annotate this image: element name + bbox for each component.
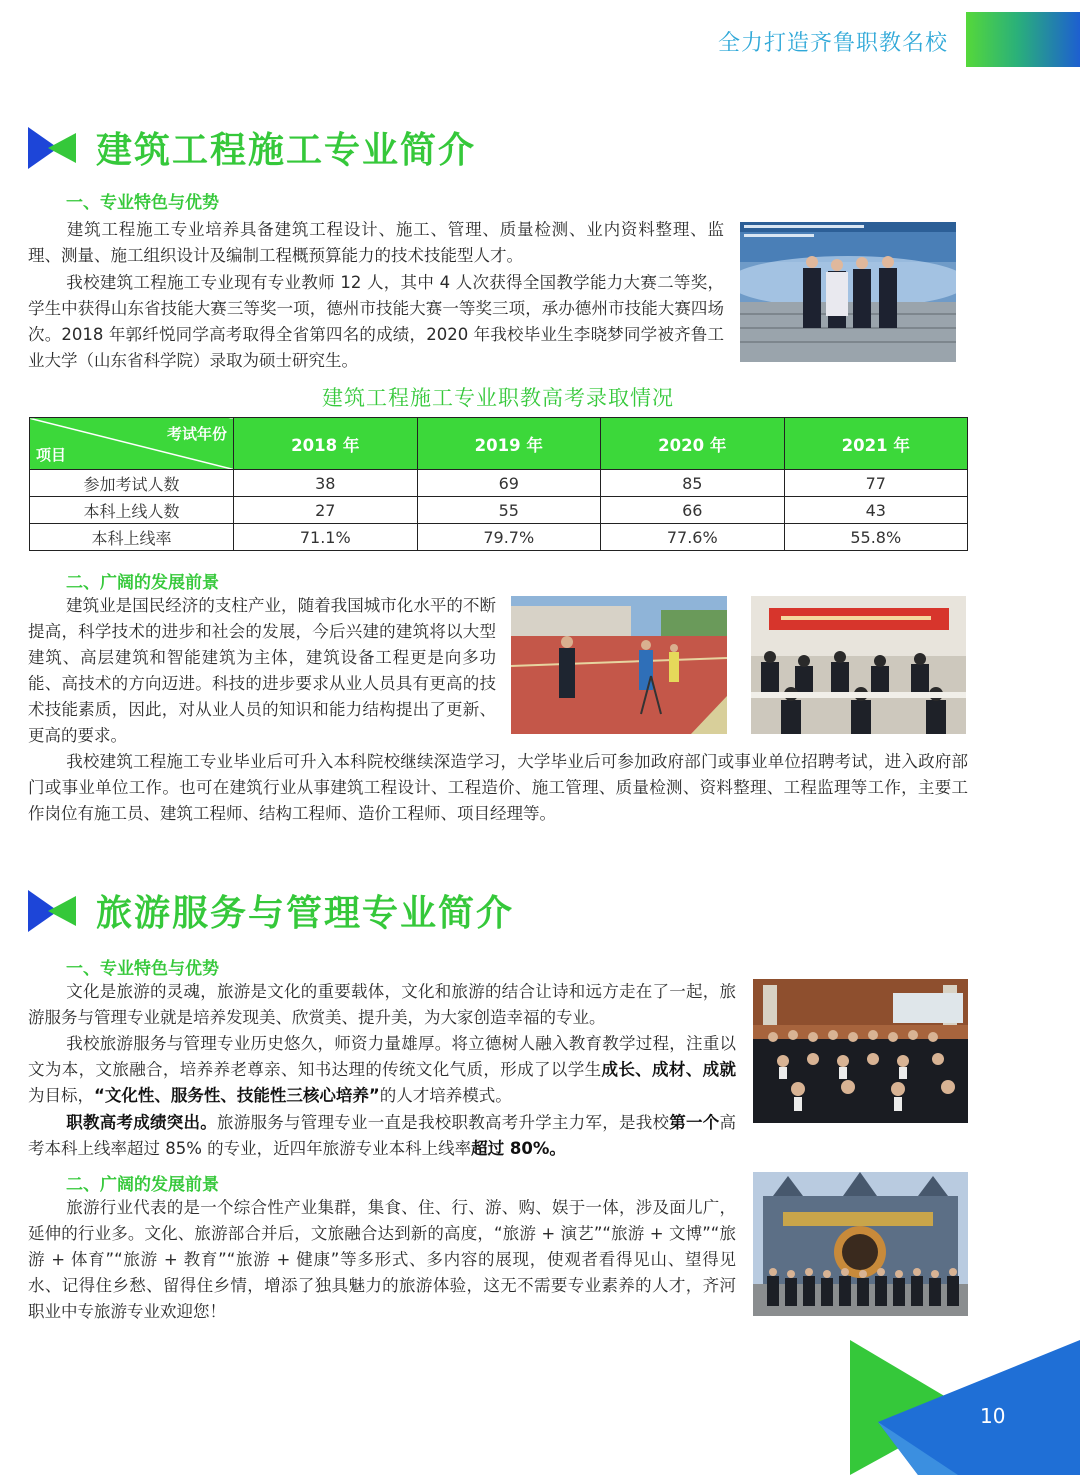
auditorium-students-photo [753,979,968,1123]
table-cell: 79.7% [417,524,601,551]
year-header: 2020 年 [601,418,785,470]
row-label: 本科上线人数 [30,497,234,524]
table-row [30,470,968,497]
section1-subhead-2: 二、广阔的发展前景 [66,573,219,593]
row-label: 参加考试人数 [30,470,234,497]
section1-paragraph-2: 我校建筑工程施工专业现有专业教师 12 人，其中 4 人次获得全国教学能力大赛二等奖，学生中获得山东省技能大赛三等奖一项，德州市技能大赛一等奖三项，承办德州市技能大赛四场次。2018 年郭纤悦同学高考取得全省第四名的成绩，2020 年我校毕业生李晓梦同学被齐鲁工业大学（山东省科学院）录取为硕士研究生。 [28,273,724,370]
table-header-row [30,418,968,470]
section1-paragraph-4: 我校建筑工程施工专业毕业后可升入本科院校继续深造学习，大学毕业后可参加政府部门或事业单位招聘考试，进入政府部门或事业单位工作。也可在建筑行业从事建筑工程设计、工程造价、施工管理、质量检测、资料整理、工程监理等工作，主要工作岗位有施工员、建筑工程师、结构工程师、造价工程师、项目经理等。 [28,752,968,823]
section1-title: 建筑工程施工专业简介 [96,130,477,171]
row-label: 本科上线率 [30,524,234,551]
table-cell: 77 [784,470,968,497]
table-corner-cell [30,418,234,470]
teachers-award-photo [740,222,956,362]
header-slogan: 全力打造齐鲁职教名校 [717,31,948,56]
section2-title: 旅游服务与管理专业简介 [96,893,515,934]
group-trip-photo [753,1172,968,1316]
year-header: 2018 年 [234,418,418,470]
table-cell: 85 [601,470,785,497]
table-cell: 38 [234,470,418,497]
section2-title-block [28,885,514,936]
page-number: 10 [980,1404,1006,1428]
table-cell: 55.8% [784,524,968,551]
section2-paragraph-2: 我校旅游服务与管理专业历史悠久，师资力量雄厚。将立德树人融入教育教学过程，注重以文为本，文旅融合，培养养老尊亲、知书达理的传统文化气质，形成了以学生成长、成材、成就为目标，“文化性、服务性、技能性三核心培养”的人才培养模式。 [28,1034,737,1105]
section2-paragraph-3: 职教高考成绩突出。旅游服务与管理专业一直是我校职教高考升学主力军，是我校第一个高考本科上线率超过 85% 的专业，近四年旅游专业本科上线率超过 80%。 [28,1113,736,1158]
section1-paragraph-3: 建筑业是国民经济的支柱产业，随着我国城市化水平的不断提高，科学技术的进步和社会的发展，今后兴建的建筑将以大型建筑、高层建筑和智能建筑为主体，建筑设备工程更是向多功能、高技术的方向迈进。科技的进步要求从业人员具有更高的技术技能素质，因此，对从业人员的知识和能力结构提出了更新、更高的要求。 [28,596,496,745]
admission-table [29,417,968,551]
classroom-competition-photo [751,596,966,734]
section1-paragraph-1: 建筑工程施工专业培养具备建筑工程设计、施工、管理、质量检测、业内资料整理、监理、测量、施工组织设计及编制工程概预算能力的技术技能型人才。 [28,220,724,265]
year-header: 2021 年 [784,418,968,470]
table-cell: 77.6% [601,524,785,551]
section1-subhead-1: 一、专业特色与优势 [66,193,219,213]
section1-title-block [28,122,476,173]
table-row [30,524,968,551]
title-arrow-icon [28,127,76,169]
title-arrow-icon [28,890,76,932]
section2-paragraph-1: 文化是旅游的灵魂，旅游是文化的重要载体，文化和旅游的结合让诗和远方走在了一起，旅游服务与管理专业就是培养发现美、欣赏美、提升美，为大家创造幸福的专业。 [28,982,736,1027]
table-cell: 55 [417,497,601,524]
table-cell: 69 [417,470,601,497]
year-header: 2019 年 [417,418,601,470]
table-cell: 43 [784,497,968,524]
table-title: 建筑工程施工专业职教高考录取情况 [322,386,674,410]
section2-subhead-2: 二、广阔的发展前景 [66,1175,219,1195]
corner-label-item: 项目 [36,446,67,464]
table-cell: 71.1% [234,524,418,551]
header-gradient-bar [966,12,1080,67]
section2-subhead-1: 一、专业特色与优势 [66,959,219,979]
section2-paragraph-4: 旅游行业代表的是一个综合性产业集群，集食、住、行、游、购、娱于一体，涉及面儿广，延伸的行业多。文化、旅游部合并后，文旅融合达到新的高度，“旅游 + 演艺”“旅游 + 文博”“旅游 + 体育”“旅游 + 教育”“旅游 + 健康”等多形式、多内容的展现，使观者看得见山、望得见水、记得住乡愁、留得住乡情，增添了独具魅力的旅游体验，这无不需要专业素养的人才，齐河职业中专旅游专业欢迎您！ [28,1198,736,1321]
table-row [30,497,968,524]
table-cell: 27 [234,497,418,524]
footer-corner-decoration [848,1340,1080,1475]
surveying-practice-photo [511,596,727,734]
table-cell: 66 [601,497,785,524]
corner-label-year: 考试年份 [166,425,227,443]
